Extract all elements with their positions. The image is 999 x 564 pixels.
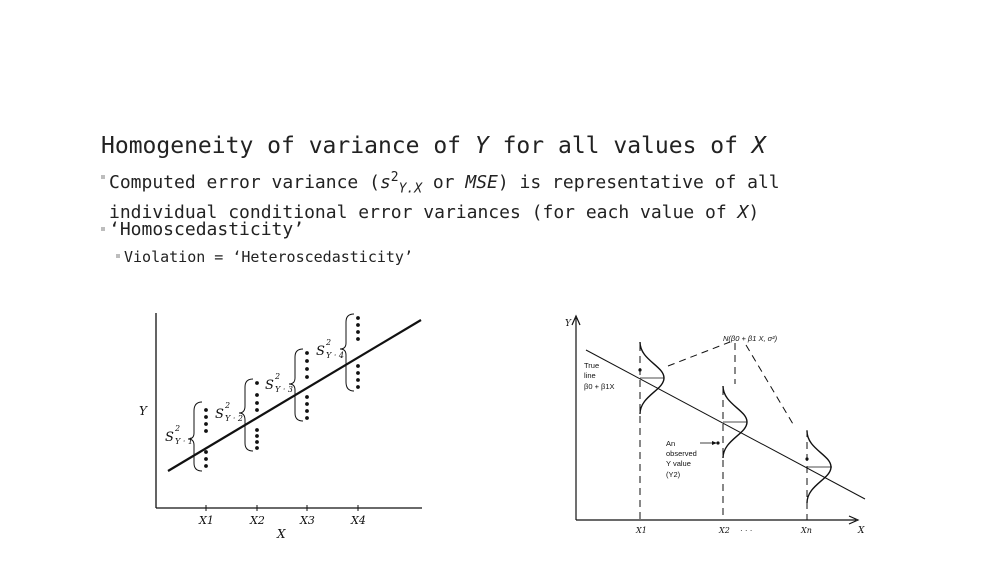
point-xn — [805, 457, 808, 460]
left-figure-scatter — [130, 305, 430, 550]
svg-text:2: 2 — [225, 401, 231, 410]
svg-text:S: S — [165, 430, 174, 445]
svg-text:True: True — [584, 361, 600, 370]
left-y-label: Y — [139, 404, 147, 418]
svg-text:2: 2 — [326, 338, 332, 347]
x-tick-ellipsis: · · · — [740, 526, 753, 535]
sub-bullet-violation — [116, 247, 413, 267]
svg-text:Y · 1: Y · 1 — [175, 437, 193, 446]
variance-label-3 — [265, 372, 293, 394]
left-x-label: X — [277, 527, 286, 541]
variance-label-1 — [165, 424, 193, 446]
x-tick-label-n: Xn — [801, 526, 812, 535]
dot-column-x3 — [305, 351, 309, 420]
dot-column-x1 — [204, 408, 208, 468]
dot-column-x4 — [356, 316, 360, 389]
variance-label-2 — [215, 401, 243, 423]
svg-text:S: S — [215, 407, 224, 422]
bullet-line-1: Computed error variance ($s^2_{Y.X}$ or MSE) is representative of all — [109, 170, 780, 197]
svg-text:line: line — [584, 371, 596, 380]
slide-title: Homogeneity of variance of Y for all values of X — [101, 133, 766, 159]
bullet-line-2: individual conditional error variances (for each value of X) — [109, 201, 760, 223]
right-x-label: X — [858, 526, 865, 536]
observed-label — [666, 439, 697, 479]
x-tick-label-4: X4 — [351, 514, 366, 527]
svg-text:S: S — [265, 378, 274, 393]
svg-text:2: 2 — [175, 424, 181, 433]
x-tick-label-3: X3 — [300, 514, 315, 527]
bullet-marker — [101, 175, 105, 179]
dashed-verticals — [640, 342, 807, 520]
bullet-homoscedasticity — [101, 218, 304, 241]
bullet-marker — [101, 227, 105, 231]
svg-text:Y · 2: Y · 2 — [225, 414, 243, 423]
bullet-marker — [116, 254, 120, 258]
svg-text:Y · 4: Y · 4 — [326, 351, 344, 360]
x-tick-label-1: X1 — [636, 526, 647, 535]
dot-column-x2 — [255, 381, 259, 450]
x-tick-label-2: X2 — [250, 514, 265, 527]
true-regression-line — [586, 350, 865, 499]
right-figure-normal-distributions — [560, 312, 872, 542]
svg-text:2: 2 — [275, 372, 281, 381]
normal-dist-label: N(β0 + β1 X, σ²) — [723, 334, 778, 343]
true-line-label — [584, 361, 615, 391]
svg-text:Y · 3: Y · 3 — [275, 385, 293, 394]
svg-text:observed: observed — [666, 449, 697, 458]
x-tick-label-1: X1 — [199, 514, 214, 527]
bullet-text: Violation = ‘Heteroscedasticity’ — [124, 248, 413, 266]
variance-label-4 — [316, 338, 344, 360]
bullet-error-variance — [101, 166, 780, 224]
right-y-label: Y — [565, 319, 571, 329]
point-x1 — [638, 368, 641, 371]
svg-text:β0 + β1X: β0 + β1X — [584, 382, 615, 391]
svg-text:An: An — [666, 439, 676, 448]
svg-text:S: S — [316, 344, 325, 359]
arrow-head-icon — [712, 441, 717, 445]
svg-text:(Y2): (Y2) — [666, 470, 681, 479]
x-tick-label-2: X2 — [719, 526, 730, 535]
bullet-text: ‘Homoscedasticity’ — [109, 219, 305, 240]
svg-text:Y value: Y value — [666, 459, 691, 468]
